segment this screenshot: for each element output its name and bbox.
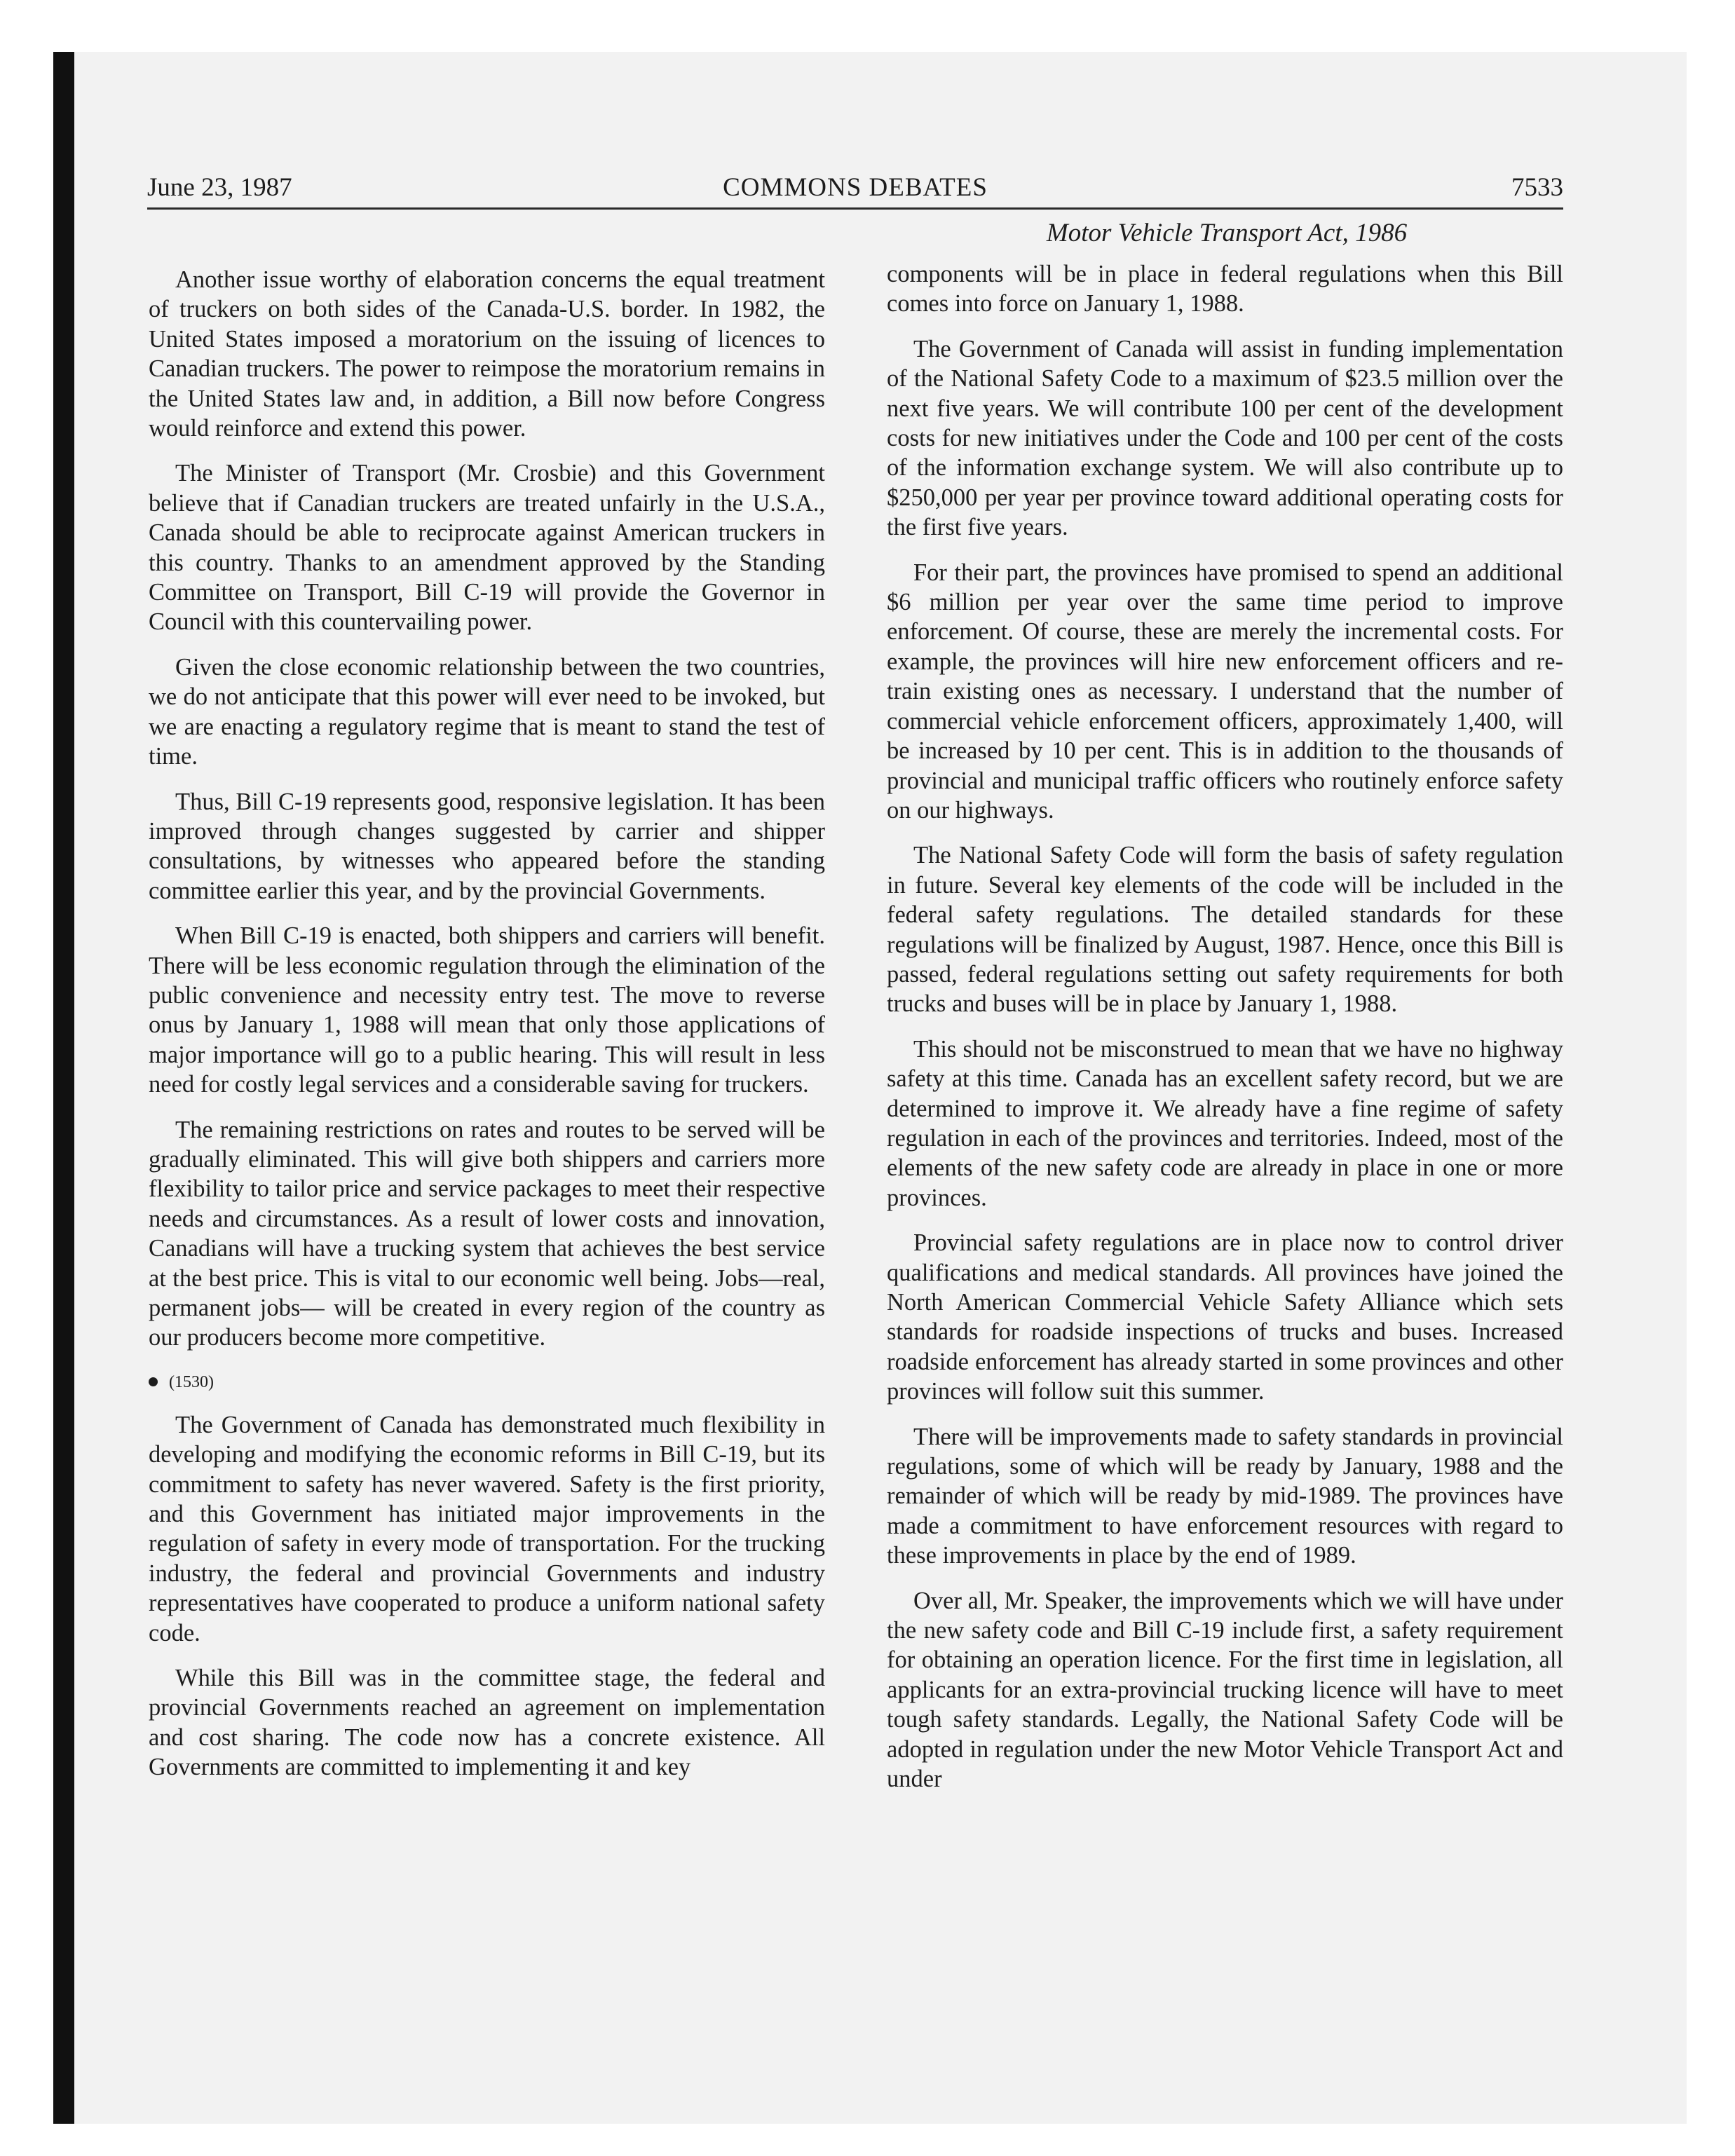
paragraph: Provincial safety regulations are in place now to control driver qualifications and medical standards. All provinces have joined the North American Commercial Vehicle Safety Alliance which sets standards for roadside inspections of trucks and buses. Increased roadside enforcement has already started in some provinces and other provinces will follow suit this summer.	[887, 1229, 1563, 1405]
paragraph: The Government of Canada will assist in funding implementation of the National Safety Code to a maximum of $23.5 million over the next five years. We will contribute 100 per cent of the development costs for new initiatives under the Code and 100 per cent of the costs of the information exchange system. We will also contribute up to $250,000 per year per province toward additional operating costs for the first five years.	[887, 335, 1563, 541]
paragraph: The National Safety Code will form the basis of safety regulation in future. Several key elements of the code will be included in the federal safety regulations. The detailed standards for these regulations will be finalized by August, 1987. Hence, once this Bill is passed, federal regulations setting out safety requirements for both trucks and buses will be in place by January 1, 1988.	[887, 842, 1563, 1018]
running-header	[147, 168, 1563, 210]
paragraph: Another issue worthy of elaboration concerns the equal treatment of truckers on both sides of the Canada-U.S. border. In 1982, the United States imposed a moratorium on the issuing of licences to Canadian truckers. The power to reimpose the moratorium remains in the United States law and, in addition, a Bill now before Congress would reinforce and extend this power.	[149, 266, 825, 442]
paragraph: Thus, Bill C-19 represents good, responsive legislation. It has been improved through changes suggested by carrier and shipper consultations, by witnesses who appeared before the standing committee earlier this year, and by the provincial Governments.	[149, 788, 825, 904]
paragraph: The Minister of Transport (Mr. Crosbie) and this Government believe that if Canadian truckers are treated unfairly in the U.S.A., Canada should be able to reciprocate against American truckers in this country. Thanks to an amendment approved by the Standing Committee on Transport, Bill C-19 will provide the Governor in Council with this countervailing power.	[149, 460, 825, 636]
paragraph: This should not be misconstrued to mean that we have no highway safety at this time. Canada has an excellent safety record, but we are determined to improve it. We already have a fine regime of safety regulation in each of the provinces and territories. Indeed, most of the elements of the new safety code are already in place in one or more provinces.	[887, 1035, 1563, 1211]
right-column	[887, 259, 1563, 1794]
header-journal-title: COMMONS DEBATES	[723, 173, 988, 202]
section-title: Motor Vehicle Transport Act, 1986	[1046, 219, 1408, 247]
paragraph: For their part, the provinces have promised to spend an additional $6 million per year over the same time period to improve enforcement. Of course, these are merely the incremental costs. For example, the provinces will hire new enforcement officers and re-train existing ones as necessary. I understand that the number of commercial vehicle enforcement officers, approximately 1,400, will be increased by 10 per cent. This is in addition to the thousands of provincial and municipal traffic officers who routinely enforce safety on our highways.	[887, 559, 1563, 824]
paragraph: The Government of Canada has demonstrated much flexibility in developing and modifying the economic reforms in Bill C-19, but its commitment to safety has never wavered. Safety is the first priority, and this Government has initiated major improvements in the regulation of safety in every mode of transportation. For the trucking industry, the federal and provincial Governments and industry representatives have cooperated to produce a uniform national safety code.	[149, 1411, 825, 1646]
paragraph-continued: components will be in place in federal regulations when this Bill comes into force on January 1, 1988.	[887, 261, 1563, 318]
header-date: June 23, 1987	[147, 173, 292, 202]
paragraph: Given the close economic relationship between the two countries, we do not anticipate that this power will ever need to be invoked, but we are enacting a regulatory regime that is meant to stand the test of time.	[149, 653, 825, 770]
paragraph: When Bill C-19 is enacted, both shippers and carriers will benefit. There will be less economic regulation through the elimination of the public convenience and necessity entry test. The move to reverse onus by January 1, 1988 will mean that only those applications of major importance will go to a public hearing. This will result in less need for costly legal services and a considerable saving for truckers.	[149, 922, 825, 1098]
bullet-icon	[149, 1377, 158, 1386]
paragraph: There will be improvements made to safety standards in provincial regulations, some of which will be ready by January, 1988 and the remainder of which will be ready by mid-1989. The provinces have made a commitment to have enforcement resources with regard to these improvements in place by the end of 1989.	[887, 1423, 1563, 1569]
scan-binding-shadow	[53, 52, 74, 2124]
time-marker-label: (1530)	[169, 1372, 214, 1391]
scan-margin	[0, 0, 56, 2156]
paragraph: Over all, Mr. Speaker, the improvements which we will have under the new safety code and Bill C-19 include first, a safety requirement for obtaining an operation licence. For the first time in legislation, all applicants for an extra-provincial trucking licence will have to meet tough safety standards. Legally, the National Safety Code will be adopted in regulation under the new Motor Vehicle Transport Act and under	[887, 1587, 1563, 1793]
paragraph: The remaining restrictions on rates and routes to be served will be gradually eliminated. This will give both shippers and carriers more flexibility to tailor price and service packages to meet their respective needs and circumstances. As a result of lower costs and innovation, Canadians will have a trucking system that achieves the best service at the best price. This is vital to our economic well being. Jobs—real, permanent jobs— will be created in every region of the country as our producers become more competitive.	[149, 1116, 825, 1351]
paragraph: While this Bill was in the committee stage, the federal and provincial Governments reached an agreement on implementation and cost sharing. The code now has a concrete existence. All Governments are committed to implementing it and key	[149, 1665, 825, 1781]
time-marker	[149, 1368, 825, 1396]
left-column	[149, 265, 825, 1782]
header-page-number: 7533	[1511, 173, 1563, 202]
